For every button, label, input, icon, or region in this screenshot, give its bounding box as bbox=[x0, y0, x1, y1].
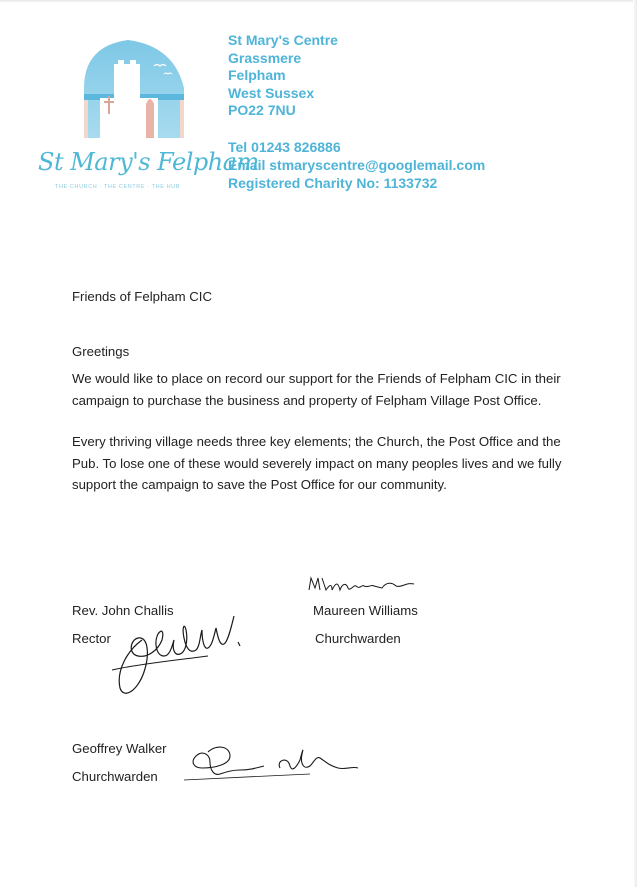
email-address: Email stmaryscentre@googlemail.com bbox=[228, 157, 486, 173]
address-line: West Sussex bbox=[228, 84, 315, 101]
body-paragraph-1: We would like to place on record our support for the Friends of Felpham CIC in their campaign to purchase the business and property of Felpham Village Post Office. bbox=[72, 371, 561, 408]
address-line: Grassmere bbox=[228, 49, 302, 66]
address-line: St Mary's Centre bbox=[228, 32, 338, 48]
logo-tagline: THE CHURCH · THE CENTRE · THE HUB bbox=[55, 184, 181, 190]
greeting-line: Greetings bbox=[72, 344, 130, 359]
signatory-title: Churchwarden bbox=[72, 769, 158, 784]
signatory-name: Maureen Williams bbox=[313, 603, 418, 618]
letterhead-contact bbox=[228, 138, 485, 192]
signatory-name: Rev. John Challis bbox=[72, 603, 174, 618]
signature-maureen-williams bbox=[306, 572, 426, 598]
address-line: PO22 7NU bbox=[228, 102, 296, 119]
charity-number: Registered Charity No: 1133732 bbox=[228, 175, 438, 191]
body-paragraph-2: Every thriving village needs three key elements; the Church, the Post Office and the Pub. To lose one of these would severely impact on many peoples lives and we fully support the campaign to save the Post Office for our community. bbox=[72, 434, 562, 492]
signatory-title: Rector bbox=[72, 631, 111, 646]
scan-edge-right bbox=[633, 0, 637, 887]
letterhead-address bbox=[228, 32, 338, 120]
signature-rector bbox=[108, 610, 248, 700]
recipient-line: Friends of Felpham CIC bbox=[72, 289, 212, 304]
signatory-title: Churchwarden bbox=[315, 631, 401, 646]
logo-wordmark: St Mary's Felpham bbox=[38, 148, 259, 176]
address-line: Felpham bbox=[228, 67, 286, 84]
scan-edge-top bbox=[0, 0, 637, 3]
signatory-name: Geoffrey Walker bbox=[72, 741, 167, 756]
phone-number: Tel 01243 826886 bbox=[228, 139, 341, 155]
signature-geoffrey-walker bbox=[180, 738, 360, 788]
